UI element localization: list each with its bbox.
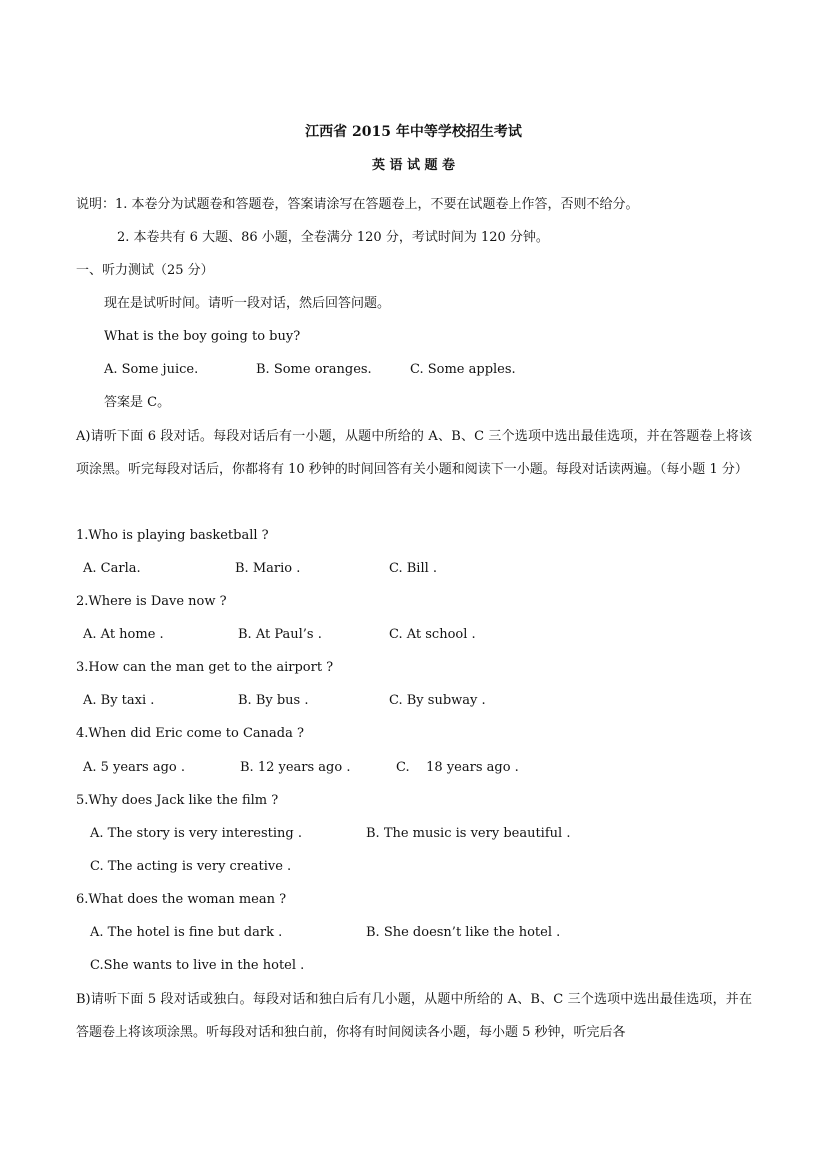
q3-option-b: B. By bus . bbox=[238, 693, 309, 708]
q4-option-a: A. 5 years ago . bbox=[83, 760, 186, 775]
question-3: 3.How can the man get to the airport ? bbox=[76, 660, 334, 675]
question-4: 4.When did Eric come to Canada ? bbox=[76, 726, 304, 741]
q1-option-b: B. Mario . bbox=[235, 561, 301, 576]
example-option-b: B. Some oranges. bbox=[256, 362, 372, 377]
q5-option-b: B. The music is very beautiful . bbox=[366, 826, 571, 841]
example-answer: 答案是 C。 bbox=[104, 395, 171, 410]
q1-option-c: C. Bill . bbox=[389, 561, 438, 576]
part-b-instructions: B)请听下面 5 段对话或独白。每段对话和独白后有几小题，从题中所给的 A、B、C 三个选项中选出最佳选项，并在答题卷上将该项涂黑。听每段对话和独白前，你将有时间阅读各小题，每小题 5 秒钟，听完后各 bbox=[76, 992, 752, 1040]
example-option-c: C. Some apples. bbox=[410, 362, 516, 377]
q4-option-b: B. 12 years ago . bbox=[240, 760, 351, 775]
question-5: 5.Why does Jack like the film ? bbox=[76, 793, 279, 808]
q3-option-c: C. By subway . bbox=[389, 693, 486, 708]
q1-option-a: A. Carla. bbox=[83, 561, 141, 576]
q6-option-a: A. The hotel is fine but dark . bbox=[90, 925, 283, 940]
instruction-line-2: 2. 本卷共有 6 大题、86 小题，全卷满分 120 分，考试时间为 120 分钟。 bbox=[117, 230, 549, 245]
q2-option-b: B. At Paul’s . bbox=[238, 627, 322, 642]
section-heading: 一、听力测试（25 分） bbox=[76, 263, 214, 278]
example-intro: 现在是试听时间。请听一段对话，然后回答问题。 bbox=[104, 296, 391, 311]
q5-option-c: C. The acting is very creative . bbox=[90, 859, 292, 874]
q2-option-a: A. At home . bbox=[83, 627, 164, 642]
example-question: What is the boy going to buy? bbox=[104, 329, 301, 344]
question-6: 6.What does the woman mean ? bbox=[76, 892, 287, 907]
instruction-line-1: 说明：1. 本卷分为试题卷和答题卷，答案请涂写在答题卷上，不要在试题卷上作答，否则不给分。 bbox=[76, 197, 639, 212]
q5-option-a: A. The story is very interesting . bbox=[90, 826, 302, 841]
q3-option-a: A. By taxi . bbox=[83, 693, 155, 708]
exam-title: 江西省 2015 年中等学校招生考试 bbox=[305, 124, 522, 140]
example-option-a: A. Some juice. bbox=[104, 362, 199, 377]
question-1: 1.Who is playing basketball ? bbox=[76, 528, 269, 543]
q4-option-c: C. 18 years ago . bbox=[396, 760, 519, 775]
q6-option-b: B. She doesn’t like the hotel . bbox=[366, 925, 561, 940]
q6-option-c: C.She wants to live in the hotel . bbox=[90, 958, 305, 973]
question-2: 2.Where is Dave now ? bbox=[76, 594, 227, 609]
exam-subtitle: 英 语 试 题 卷 bbox=[371, 158, 456, 173]
part-a-instructions: A)请听下面 6 段对话。每段对话后有一小题，从题中所给的 A、B、C 三个选项中选出最佳选项，并在答题卷上将该项涂黑。听完每段对话后，你都将有 10 秒钟的时间回答有关小题和阅读下一小题。每段对话读两遍。（每小题 1 分） bbox=[76, 429, 752, 477]
q2-option-c: C. At school . bbox=[389, 627, 476, 642]
